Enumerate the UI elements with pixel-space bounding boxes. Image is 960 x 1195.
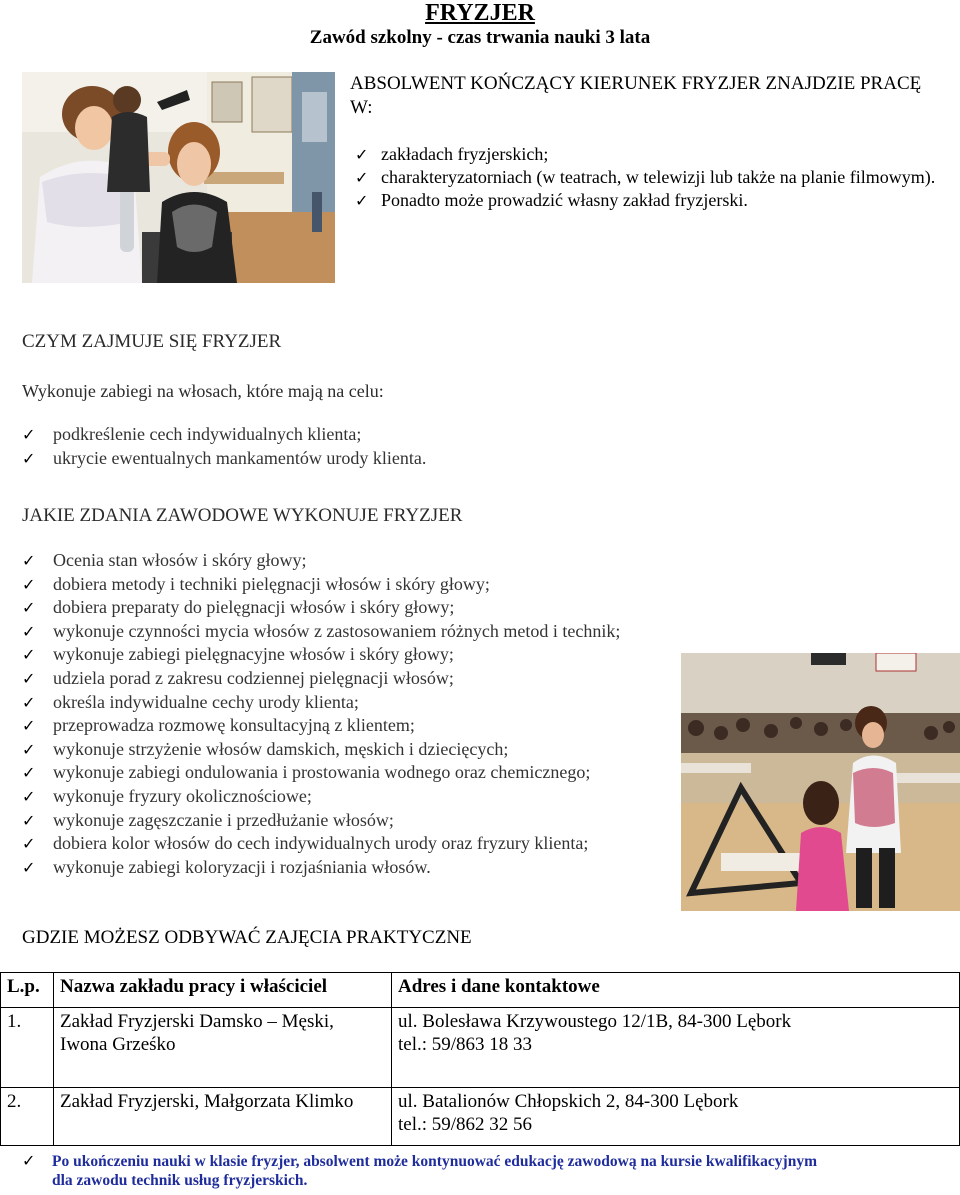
check-icon: ✓ bbox=[355, 191, 369, 210]
list-item: ✓ wykonuje zabiegi ondulowania i prostowania wodnego oraz chemicznego; bbox=[22, 761, 620, 785]
list-item: ✓ dobiera metody i techniki pielęgnacji włosów i skóry głowy; bbox=[22, 573, 620, 597]
list-item: ✓ dobiera kolor włosów do cech indywidualnych urody oraz fryzury klienta; bbox=[22, 832, 620, 856]
footnote-line: dla zawodu technik usług fryzjerskich. bbox=[52, 1172, 308, 1189]
list-item: ✓ przeprowadza rozmowę konsultacyjną z klientem; bbox=[22, 714, 620, 738]
footnote-line: Po ukończeniu nauki w klasie fryzjer, absolwent może kontynuować edukację zawodową na kursie kwalifikacyjnym bbox=[52, 1153, 817, 1170]
check-icon: ✓ bbox=[22, 810, 36, 830]
list-item: ✓ charakteryzatorniach (w teatrach, w telewizji lub także na planie filmowym). bbox=[355, 167, 936, 187]
footnote bbox=[22, 1152, 922, 1190]
list-item: ✓ Ocenia stan włosów i skóry głowy; bbox=[22, 549, 620, 573]
list-item: ✓ wykonuje zabiegi pielęgnacyjne włosów i skóry głowy; bbox=[22, 643, 620, 667]
practice-heading: GDZIE MOŻESZ ODBYWAĆ ZAJĘCIA PRAKTYCZNE bbox=[22, 927, 472, 948]
check-icon: ✓ bbox=[22, 834, 36, 854]
workplace-address: ul. Bolesława Krzywoustego 12/1B, 84-300 Lębork tel.: 59/863 18 33 bbox=[392, 1008, 960, 1088]
about-intro: Wykonuje zabiegi na włosach, które mają na celu: bbox=[22, 381, 384, 401]
check-icon: ✓ bbox=[22, 739, 36, 759]
column-header: Nazwa zakładu pracy i właściciel bbox=[54, 973, 392, 1008]
workplace-name: Zakład Fryzjerski Damsko – Męski, Iwona Grześko bbox=[54, 1008, 392, 1088]
column-header: Adres i dane kontaktowe bbox=[392, 973, 960, 1008]
check-icon: ✓ bbox=[22, 763, 36, 783]
check-icon: ✓ bbox=[22, 574, 36, 594]
table-row bbox=[1, 1008, 960, 1088]
column-header: L.p. bbox=[1, 973, 54, 1008]
row-number: 2. bbox=[1, 1088, 54, 1146]
check-icon: ✓ bbox=[22, 1151, 36, 1170]
list-item: ✓ określa indywidualne cechy urody klienta; bbox=[22, 691, 620, 715]
check-icon: ✓ bbox=[22, 668, 36, 688]
table-row bbox=[1, 1088, 960, 1146]
list-item: ✓ udziela porad z zakresu codziennej pielęgnacji włosów; bbox=[22, 667, 620, 691]
check-icon: ✓ bbox=[22, 425, 36, 444]
list-item: ✓ dobiera preparaty do pielęgnacji włosów i skóry głowy; bbox=[22, 596, 620, 620]
workplace-address: ul. Batalionów Chłopskich 2, 84-300 Lębork tel.: 59/862 32 56 bbox=[392, 1088, 960, 1146]
graduate-heading: ABSOLWENT KOŃCZĄCY KIERUNEK FRYZJER ZNAJDZIE PRACĘ W: bbox=[350, 73, 922, 118]
check-icon: ✓ bbox=[22, 621, 36, 641]
list-item: ✓ podkreślenie cech indywidualnych klienta; bbox=[22, 423, 426, 447]
row-number: 1. bbox=[1, 1008, 54, 1088]
list-item: ✓ Ponadto może prowadzić własny zakład fryzjerski. bbox=[355, 190, 748, 210]
check-icon: ✓ bbox=[22, 857, 36, 877]
check-icon: ✓ bbox=[22, 692, 36, 712]
list-item: ✓ wykonuje strzyżenie włosów damskich, męskich i dziecięcych; bbox=[22, 738, 620, 762]
graduate-list bbox=[355, 143, 940, 212]
list-item: ✓ ukrycie ewentualnych mankamentów urody klienta. bbox=[22, 447, 426, 471]
list-item: ✓ zakładach fryzjerskich; bbox=[355, 144, 549, 164]
check-icon: ✓ bbox=[22, 716, 36, 736]
check-icon: ✓ bbox=[22, 598, 36, 618]
check-icon: ✓ bbox=[355, 168, 369, 187]
page-title: FRYZJER bbox=[425, 0, 535, 26]
check-icon: ✓ bbox=[22, 645, 36, 665]
check-icon: ✓ bbox=[355, 145, 369, 164]
list-item: ✓ wykonuje zagęszczanie i przedłużanie włosów; bbox=[22, 809, 620, 833]
about-list bbox=[22, 423, 426, 470]
page-subtitle: Zawód szkolny - czas trwania nauki 3 lata bbox=[309, 27, 651, 48]
tasks-list bbox=[22, 549, 620, 879]
table-header-row bbox=[1, 973, 960, 1008]
list-item: ✓ wykonuje czynności mycia włosów z zastosowaniem różnych metod i technik; bbox=[22, 620, 620, 644]
list-item: ✓ wykonuje fryzury okolicznościowe; bbox=[22, 785, 620, 809]
hair-salon-photo bbox=[22, 72, 335, 283]
about-heading: CZYM ZAJMUJE SIĘ FRYZJER bbox=[22, 331, 282, 352]
workplaces-table bbox=[0, 972, 960, 1146]
workplace-name: Zakład Fryzjerski, Małgorzata Klimko bbox=[54, 1088, 392, 1146]
hairdressing-contest-photo bbox=[681, 653, 960, 911]
check-icon: ✓ bbox=[22, 448, 36, 468]
check-icon: ✓ bbox=[22, 786, 36, 806]
tasks-heading: JAKIE ZDANIA ZAWODOWE WYKONUJE FRYZJER bbox=[22, 505, 463, 526]
check-icon: ✓ bbox=[22, 551, 36, 570]
list-item: ✓ wykonuje zabiegi koloryzacji i rozjaśniania włosów. bbox=[22, 856, 620, 880]
